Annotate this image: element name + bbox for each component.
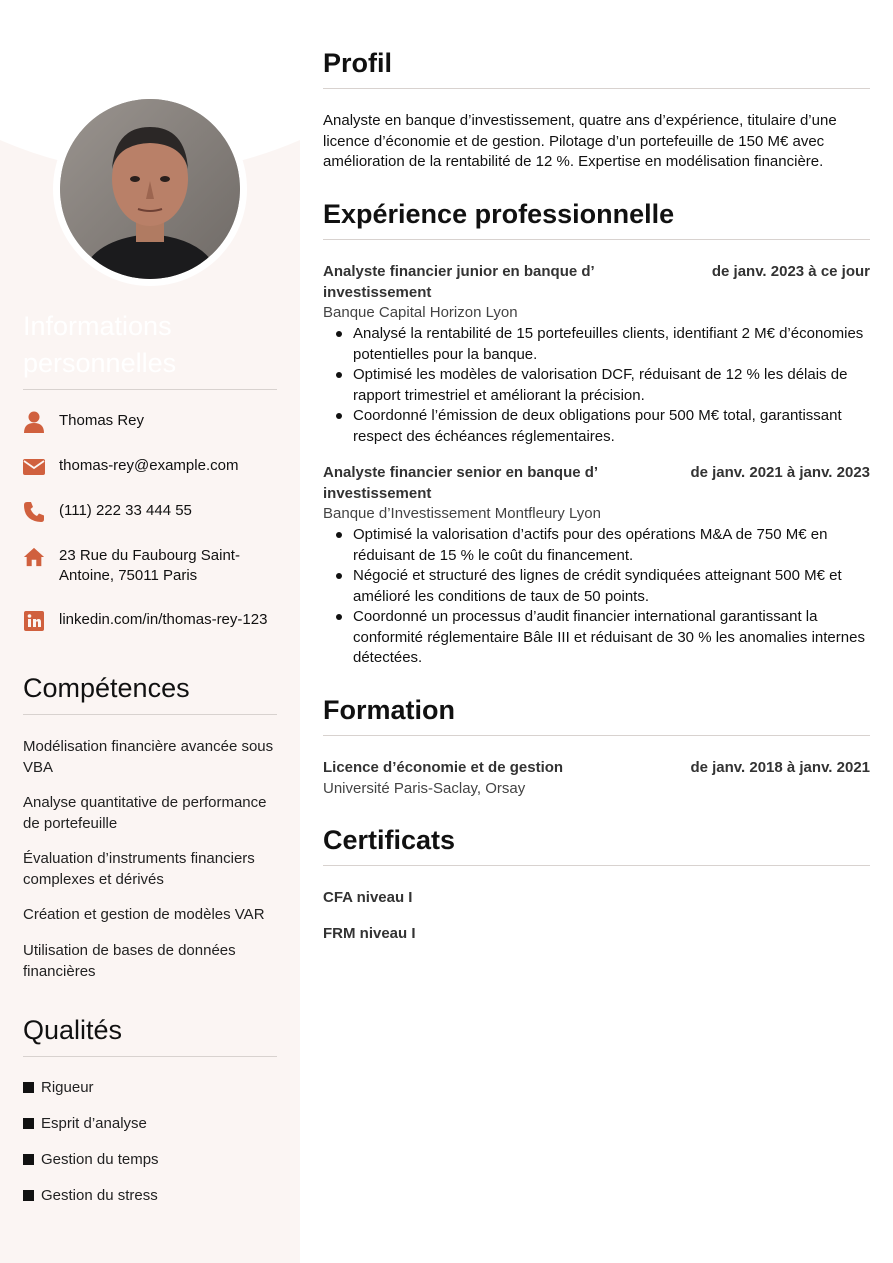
- sidebar: [0, 0, 300, 1263]
- linkedin-icon: [23, 610, 45, 632]
- avatar: [60, 99, 240, 279]
- contact-name: [23, 411, 283, 433]
- skill-item: Évaluation d’instruments financiers complexes et dérivés: [23, 850, 255, 888]
- square-bullet-icon: [23, 1154, 34, 1165]
- certificate-item: FRM niveau I: [323, 925, 416, 942]
- list-item: Coordonné un processus d’audit financier international garantissant la conformité réglementaire Bâle III et réduisant de 30 % les anomalies internes détectées.: [353, 607, 870, 669]
- contact-name-text: Thomas Rey: [59, 412, 145, 429]
- quality-label: Gestion du temps: [41, 1151, 159, 1168]
- divider: [323, 239, 870, 240]
- contact-phone[interactable]: [23, 501, 283, 523]
- quality-label: Gestion du stress: [41, 1187, 158, 1204]
- profile-text: Analyste en banque d’investissement, quatre ans d’expérience, titulaire d’une licence d’économie et de gestion. Pilotage d’un portefeuille de 150 M€ avec amélioration de la rentabilité de 12 %. Expertise en modélisation financière.: [323, 112, 837, 170]
- skill-item: Analyse quantitative de performance de portefeuille: [23, 794, 267, 832]
- job-bullets: [353, 525, 870, 669]
- square-bullet-icon: [23, 1118, 34, 1129]
- list-item: Analysé la rentabilité de 15 portefeuilles clients, identifiant 2 M€ d’économies potentielles pour la banque.: [353, 324, 870, 365]
- quality-item: [23, 1079, 94, 1096]
- quality-item: [23, 1151, 159, 1168]
- contact-linkedin[interactable]: [23, 610, 283, 632]
- skills-heading: Compétences: [23, 673, 190, 703]
- contact-address-text: 23 Rue du Faubourg Saint-Antoine, 75011 Paris: [59, 547, 240, 584]
- certificates-heading: Certificats: [323, 825, 456, 855]
- list-item: Négocié et structuré des lignes de crédit syndiquées atteignant 500 M€ et amélioré les conditions de taux de 50 points.: [353, 566, 870, 607]
- job-bullets: [353, 324, 870, 447]
- personal-info-heading: Informations personnelles: [23, 311, 177, 378]
- divider: [323, 88, 870, 89]
- contact-email[interactable]: [23, 456, 283, 478]
- divider: [23, 714, 277, 715]
- profile-heading: Profil: [323, 48, 393, 78]
- degree-dates: de janv. 2018 à janv. 2021: [690, 759, 870, 776]
- square-bullet-icon: [23, 1082, 34, 1093]
- contact-address: [23, 546, 283, 586]
- list-item: Coordonné l’émission de deux obligations pour 500 M€ total, garantissant respect des échéances réglementaires.: [353, 406, 870, 447]
- home-icon: [23, 546, 45, 568]
- job-title: Analyste financier senior en banque d’ investissement: [323, 464, 598, 502]
- skill-item: Modélisation financière avancée sous VBA: [23, 738, 274, 776]
- qualities-heading: Qualités: [23, 1015, 123, 1045]
- job-company: Banque d’Investissement Montfleury Lyon: [323, 505, 601, 522]
- contact-linkedin-text[interactable]: linkedin.com/in/thomas-rey-123: [59, 611, 268, 628]
- job-dates: de janv. 2023 à ce jour: [711, 263, 870, 280]
- envelope-icon: [23, 456, 45, 478]
- list-item: Optimisé la valorisation d’actifs pour des opérations M&A de 750 M€ en réduisant de 15 % le coût du financement.: [353, 525, 870, 566]
- experience-heading: Expérience professionnelle: [323, 199, 675, 229]
- divider: [23, 1056, 277, 1057]
- divider: [23, 389, 277, 390]
- degree-title: Licence d’économie et de gestion: [323, 759, 564, 776]
- contact-email-text[interactable]: thomas-rey@example.com: [59, 457, 239, 474]
- contact-phone-text[interactable]: (111) 222 33 444 55: [59, 502, 192, 519]
- job-title: Analyste financier junior en banque d’ investissement: [323, 263, 594, 301]
- user-icon: [23, 411, 45, 433]
- quality-label: Esprit d’analyse: [41, 1115, 147, 1132]
- job-company: Banque Capital Horizon Lyon: [323, 304, 518, 321]
- education-heading: Formation: [323, 695, 455, 725]
- job-dates: de janv. 2021 à janv. 2023: [690, 464, 870, 481]
- divider: [323, 735, 870, 736]
- quality-item: [23, 1115, 147, 1132]
- certificate-item: CFA niveau I: [323, 889, 413, 906]
- square-bullet-icon: [23, 1190, 34, 1201]
- skill-item: Création et gestion de modèles VAR: [23, 906, 265, 923]
- quality-item: [23, 1187, 158, 1204]
- phone-icon: [23, 501, 45, 523]
- divider: [323, 865, 870, 866]
- skill-item: Utilisation de bases de données financières: [23, 942, 236, 980]
- degree-school: Université Paris-Saclay, Orsay: [323, 780, 526, 797]
- quality-label: Rigueur: [41, 1079, 94, 1096]
- list-item: Optimisé les modèles de valorisation DCF, réduisant de 12 % les délais de rapport trimestriel et améliorant la précision.: [353, 365, 870, 406]
